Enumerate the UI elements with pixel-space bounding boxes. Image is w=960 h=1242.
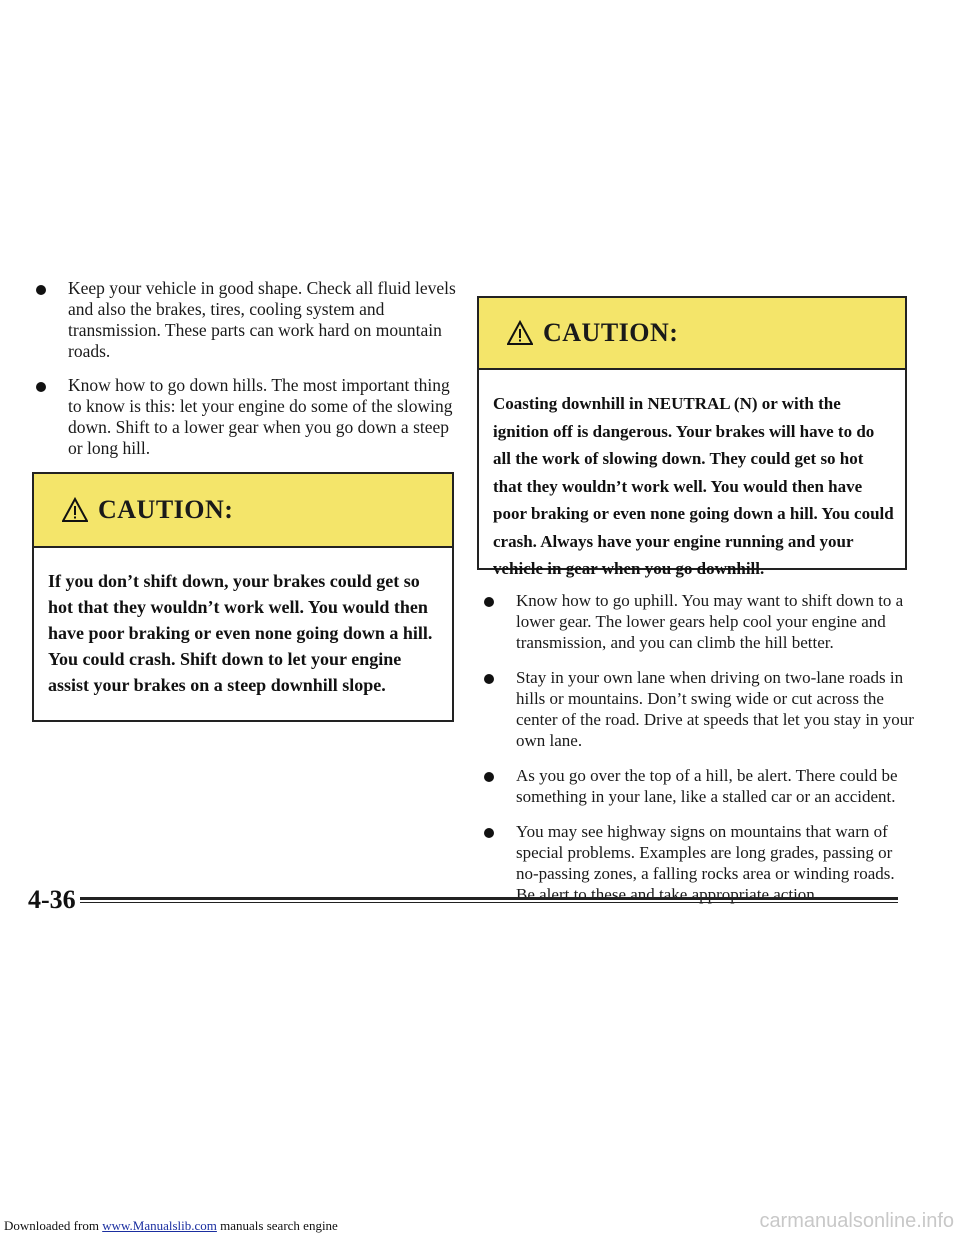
footer-rule	[80, 897, 898, 903]
caution-header	[34, 474, 452, 548]
bullet-icon	[484, 597, 494, 607]
caution-heading: CAUTION:	[543, 318, 679, 347]
list-item	[484, 590, 914, 653]
list-item	[484, 765, 914, 807]
caution-heading: CAUTION:	[98, 495, 234, 524]
caution-box	[477, 296, 907, 578]
list-item	[36, 375, 456, 459]
bullet-icon	[484, 772, 494, 782]
page-footer	[28, 880, 898, 920]
page-number: 4-36	[28, 885, 76, 914]
list-item-text: As you go over the top of a hill, be alert. There could be something in your lane, like a stalled car or an accident.	[516, 766, 898, 806]
left-column	[36, 278, 456, 722]
warning-triangle-icon	[62, 497, 88, 523]
list-item-text: Know how to go down hills. The most important thing to know is this: let your engine do some of the slowing down. Shift to a lower gear when you go down a steep or long hill.	[68, 375, 453, 458]
bullet-icon	[484, 828, 494, 838]
list-item	[484, 667, 914, 751]
watermark: carmanualsonline.info	[759, 1210, 954, 1232]
list-item	[36, 278, 456, 362]
manualslib-link[interactable]: www.Manualslib.com	[102, 1218, 217, 1233]
bullet-icon	[484, 674, 494, 684]
caution-text: Coasting downhill in NEUTRAL (N) or with the ignition off is dangerous. Your brakes will have to do all the work of slowing down. They could get so hot that they wouldn’t work well. You would then have poor braking or even none going down a hill. You could crash. Always have your engine running and your vehicle in gear when you go downhill.	[493, 394, 894, 578]
download-banner	[4, 1218, 338, 1234]
banner-prefix: Downloaded from	[4, 1218, 103, 1233]
list-item-text: Know how to go uphill. You may want to shift down to a lower gear. The lower gears help cool your engine and transmission, and you can climb the hill better.	[516, 591, 904, 652]
bullet-icon	[36, 382, 46, 392]
caution-box	[32, 472, 454, 722]
caution-header	[479, 298, 905, 370]
list-item-text: Keep your vehicle in good shape. Check all fluid levels and also the brakes, tires, cooling system and transmission. These parts can work hard on mountain roads.	[68, 278, 456, 361]
warning-triangle-icon	[507, 320, 533, 346]
list-item-text: You may see highway signs on mountains that warn of special problems. Examples are long grades, passing or no-passing zones, a falling rocks area or winding roads. Be alert to these and take appropriate action.	[516, 822, 895, 904]
bullet-icon	[36, 285, 46, 295]
list-item-text: Stay in your own lane when driving on two-lane roads in hills or mountains. Don’t swing wide or cut across the center of the road. Drive at speeds that let you stay in your own lane.	[516, 668, 914, 750]
banner-suffix: manuals search engine	[216, 1218, 338, 1233]
caution-text: If you don’t shift down, your brakes could get so hot that they wouldn’t work well. You would then have poor braking or even none going down a hill. You could crash. Shift down to let your engine assist your brakes on a steep downhill slope.	[48, 571, 433, 695]
right-list	[484, 590, 914, 919]
